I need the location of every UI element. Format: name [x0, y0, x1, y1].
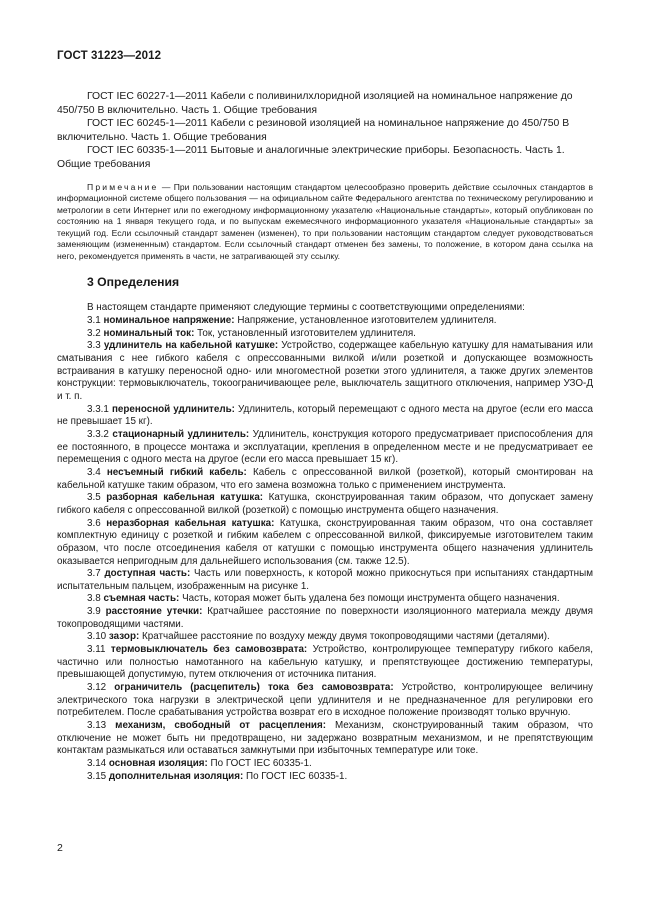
term-text: Механизм, сконструированный таким образом, что отключение не может быть ни предотвращено, ни задержано возвратным механизмом, и не препятствующим контактам размыкаться или оставаться замкнутыми при избыточных температуре или токе. [57, 720, 593, 757]
term-number: 3.4 [87, 466, 101, 478]
term-text: Удлинитель, конструкция которого предусматривает приспособления для ее постоянного, в процессе монтажа и эксплуатации, крепления в определенном месте и не предусматривает ее перемещения с одного места на другое (если его масса превышает 15 кг). [57, 428, 593, 466]
term-text: По ГОСТ IEC 60335-1. [246, 770, 348, 782]
term-name: переносной удлинитель: [111, 403, 235, 415]
term-number: 3.2 [87, 327, 101, 339]
term-name: ограничитель (расцепитель) тока без самовозврата: [114, 682, 394, 694]
term-definition [57, 606, 593, 631]
term-number: 3.8 [87, 593, 101, 605]
page-number: 2 [57, 842, 63, 854]
term-number: 3.9 [87, 606, 101, 618]
term-name: удлинитель на кабельной катушке: [103, 340, 279, 352]
term-number: 3.3 [87, 340, 101, 352]
reference-item: ГОСТ IEC 60227-1—2011 Кабели с поливинилхлоридной изоляцией на номинальное напряжение до 450/750 В включительно. Часть 1. Общие требования [57, 91, 573, 116]
term-number: 3.3.2 [87, 428, 109, 440]
reference-item: ГОСТ IEC 60335-1—2011 Бытовые и аналогичные электрические приборы. Безопасность. Часть 1. Общие требования [57, 145, 565, 170]
term-name: номинальное напряжение: [103, 315, 235, 327]
term-name: стационарный удлинитель: [112, 428, 250, 440]
term-number: 3.11 [87, 644, 106, 656]
term-number: 3.14 [87, 758, 107, 770]
term-name: основная изоляция: [108, 758, 208, 770]
note-paragraph [57, 182, 593, 263]
term-text: Напряжение, установленное изготовителем удлинителя. [237, 315, 497, 327]
term-definition [57, 682, 593, 720]
term-number: 3.12 [87, 682, 107, 694]
reference-item: ГОСТ IEC 60245-1—2011 Кабели с резиновой изоляцией на номинальное напряжение до 450/750 В включительно. Часть 1. Общие требования [57, 118, 570, 143]
term-definition [57, 429, 593, 467]
term-number: 3.5 [87, 492, 101, 504]
note-text: — При пользовании настоящим стандартом целесообразно проверить действие ссылочных стандартов в информационной системе общего пользования — на официальном сайте Федерального агентства по техническому регулированию и метрологии в сети Интернет или по ежегодному информационному указателю «Национальные стандарты», который опубликован по состоянию на 1 января текущего года, и по выпускам ежемесячного информационного указателя «Национальные стандарты» за текущий год. Если ссылочный стандарт заменен (изменен), то при пользовании настоящим стандартом следует руководствоваться заменяющим (измененным) стандартом. Если ссылочный стандарт отменен без замены, то положение, в котором дана ссылка на него, рекомендуется применять в части, не затрагивающей эту ссылку. [57, 181, 594, 261]
term-text: Кабель с опрессованной вилкой (розеткой), который смонтирован на кабельной катушке таким образом, что его замена возможна только с применением инструмента. [57, 466, 593, 491]
term-definition [57, 467, 593, 492]
term-name: зазор: [108, 631, 140, 643]
term-definition [57, 568, 593, 593]
intro-paragraph: В настоящем стандарте применяют следующие термины с соответствующими определениями: [87, 302, 525, 314]
term-text: Катушка, сконструированная таким образом, что она составляет комплектную единицу с розеткой и гибким кабелем с опрессованной вилкой, фиксируемые изготовителем таким образом, что после отсоединения кабеля от катушки с помощью инструмента общего назначения удлинитель оказывается непригодным для дальнейшего использования (см. также 12.5). [57, 517, 593, 567]
term-number: 3.13 [87, 720, 107, 732]
term-text: Устройство, контролирующее температуру гибкого кабеля, частично или полностью намотанного на кабельную катушку, и препятствующее достижению температуры, превышающей допустимую, путем отключения от источника питания. [57, 644, 593, 681]
term-definition [57, 771, 593, 784]
term-text: Устройство, содержащее кабельную катушку для наматывания или сматывания с нее гибкого кабеля с опрессованными вилкой и/или розеткой и допускающее возможность встраивания в катушку переносной одно- или многоместной розетки этого удлинителя, а также других элементов конструкции: термовыключатель, токоограничивающее реле, выключатель защитного отключения, например УЗО-Д и т. п. [57, 340, 593, 402]
term-definition [57, 315, 593, 328]
term-name: неразборная кабельная катушка: [106, 517, 275, 529]
term-definition [57, 720, 593, 758]
terms-list [57, 315, 593, 783]
term-name: несъемный гибкий кабель: [106, 466, 247, 478]
term-number: 3.3.1 [87, 403, 109, 415]
term-name: съемная часть: [103, 593, 180, 605]
term-name: расстояние утечки: [105, 606, 203, 618]
term-name: дополнительная изоляция: [108, 770, 244, 782]
term-number: 3.10 [87, 631, 107, 643]
term-number: 3.15 [87, 770, 107, 782]
term-name: термовыключатель без самовозврата: [110, 644, 308, 656]
term-text: Ток, установленный изготовителем удлинителя. [197, 327, 416, 339]
term-text: Кратчайшее расстояние по воздуху между двумя токопроводящими частями (деталями). [141, 631, 550, 643]
term-number: 3.6 [87, 517, 101, 529]
definitions-body [57, 302, 593, 783]
section-title: 3 Определения [87, 275, 180, 290]
term-text: По ГОСТ IEC 60335-1. [210, 758, 312, 770]
term-definition [57, 328, 593, 341]
document-header: ГОСТ 31223—2012 [57, 50, 162, 62]
term-number: 3.7 [87, 568, 101, 580]
term-text: Часть или поверхность, к которой можно прикоснуться при испытаниях стандартным испытательным пальцем, изображенным на рисунке 1. [57, 568, 593, 592]
term-text: Катушка, сконструированная таким образом, что допускает замену гибкого кабеля с опрессованной вилкой (розеткой) с помощью инструмента общего назначения. [57, 492, 593, 516]
term-text: Часть, которая может быть удалена без помощи инструмента общего назначения. [182, 593, 560, 605]
term-definition [57, 492, 593, 517]
term-name: номинальный ток: [103, 327, 195, 339]
note-label: Примечание [87, 181, 159, 192]
term-name: разборная кабельная катушка: [106, 492, 264, 504]
term-definition [57, 644, 593, 682]
term-name: механизм, свободный от расцепления: [115, 720, 327, 732]
term-definition [57, 518, 593, 569]
term-definition [57, 631, 593, 644]
term-text: Удлинитель, который перемещают с одного места на другое (если его масса не превышает 15 кг). [57, 403, 593, 428]
page-content [57, 90, 593, 783]
term-number: 3.1 [87, 315, 101, 327]
term-definition [57, 340, 593, 403]
term-text: Устройство, контролирующее величину электрического тока нагрузки в электрической цепи удлинителя и не предназначенное для регулировки его потребителем. После срабатывания устройства возврат его в исходное положение производят только вручную. [57, 682, 593, 719]
term-name: доступная часть: [104, 568, 191, 580]
term-definition [57, 593, 593, 606]
term-definition [57, 758, 593, 771]
term-definition [57, 404, 593, 429]
term-text: Кратчайшее расстояние по поверхности изоляционного материала между двумя токопроводящими частями. [57, 606, 593, 630]
